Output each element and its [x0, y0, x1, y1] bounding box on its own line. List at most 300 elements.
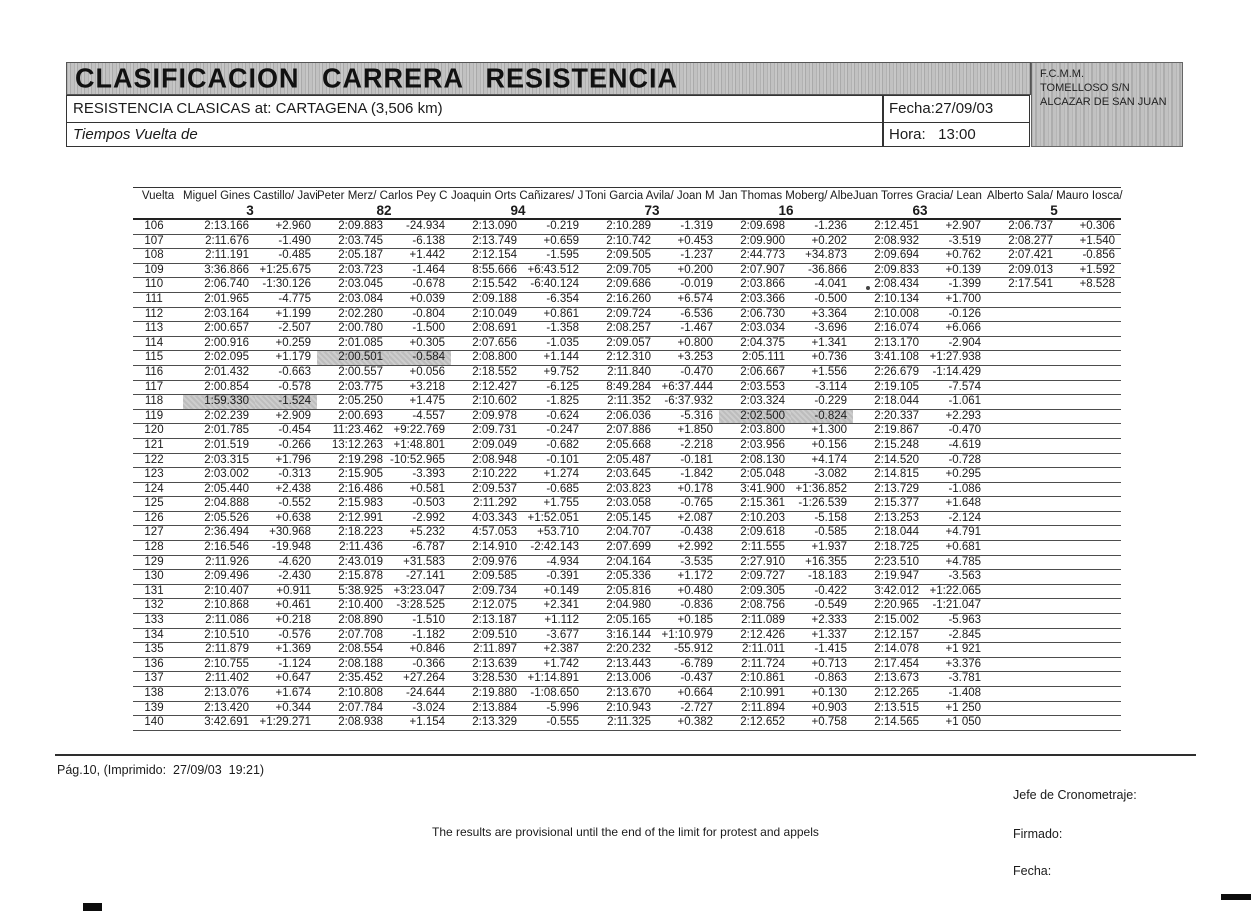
delta-cell: +0.911	[276, 584, 312, 597]
time-cell: 2:10.049	[472, 307, 518, 320]
time-cell: 2:00.657	[204, 322, 249, 335]
time-cell: 2:18.552	[472, 365, 518, 378]
time-cell: 2:15.248	[874, 438, 920, 451]
time-cell: 2:14.910	[472, 541, 518, 554]
delta-cell: -1.358	[546, 322, 580, 335]
time-cell	[987, 409, 1059, 424]
time-cell: 2:13.443	[606, 657, 652, 670]
time-cell: 2:09.976	[472, 555, 518, 568]
time-cell: 2:43.019	[338, 555, 384, 568]
time-cell	[987, 541, 1059, 556]
delta-cell: -2.992	[412, 511, 446, 524]
time-cell: 2:13.884	[472, 701, 518, 714]
delta-cell: -7.574	[948, 380, 982, 393]
time-cell: 2:03.058	[606, 497, 652, 510]
table-row	[133, 497, 1121, 512]
delta-cell: +0.903	[811, 701, 848, 714]
rider-number-6: 63	[912, 202, 928, 218]
delta-cell: +3.364	[811, 307, 848, 320]
delta-cell: -6.787	[412, 541, 446, 554]
delta-cell: +0.218	[275, 614, 312, 627]
time-cell: 2:11.840	[607, 365, 652, 378]
time-cell: 2:23.510	[874, 555, 920, 568]
scan-mark-bottom-right	[1221, 894, 1251, 900]
table-row	[133, 438, 1121, 453]
time-cell: 2:14.815	[874, 468, 920, 481]
time-cell: 2:08.257	[606, 322, 652, 335]
time-cell: 3:41.108	[874, 351, 920, 364]
time-cell: 2:11.676	[205, 234, 249, 247]
time-cell: 2:05.250	[338, 395, 384, 408]
delta-cell: -1.236	[814, 220, 848, 232]
org-line-1: F.C.M.M.	[1040, 68, 1084, 80]
rider-number-7: 5	[1050, 202, 1058, 218]
delta-cell: +0.453	[677, 234, 714, 247]
delta-cell	[1059, 643, 1121, 658]
time-cell: 2:01.085	[338, 336, 384, 349]
time-cell: 2:08.434	[874, 278, 920, 291]
firmado-label: Firmado:	[1013, 827, 1063, 841]
delta-cell: -0.624	[546, 409, 580, 422]
vuelta-cell: 128	[144, 541, 164, 554]
time-cell: 2:19.867	[874, 424, 920, 437]
time-cell: 2:05.165	[606, 614, 652, 627]
delta-cell: -0.422	[814, 584, 848, 597]
time-cell: 2:10.861	[740, 672, 786, 685]
rider-name-2: Peter Merz/ Carlos Pey C	[317, 189, 448, 202]
time-cell: 2:11.897	[473, 643, 518, 656]
time-cell: 2:11.436	[339, 541, 384, 554]
delta-cell: -2.904	[948, 336, 982, 349]
time-cell: 2:05.668	[606, 438, 652, 451]
delta-cell: -1.182	[412, 628, 446, 641]
time-cell: 2:03.084	[338, 292, 384, 305]
delta-cell: +6:43.512	[527, 263, 580, 276]
time-cell: 2:09.833	[874, 263, 920, 276]
delta-cell: -0.229	[814, 395, 848, 408]
time-cell: 2:18.044	[874, 526, 920, 539]
delta-cell: -4.557	[412, 409, 446, 422]
time-cell: 2:10.742	[606, 234, 652, 247]
vuelta-cell: 108	[144, 249, 164, 262]
delta-cell: +1.442	[409, 249, 446, 262]
table-row	[133, 628, 1121, 643]
delta-cell: +4.791	[945, 526, 982, 539]
delta-cell: +0.344	[275, 701, 312, 714]
delta-cell: +0.758	[811, 716, 848, 729]
delta-cell: +2.438	[275, 482, 312, 495]
fecha-label: Fecha:	[1013, 864, 1052, 878]
rider-number-3: 94	[510, 202, 526, 218]
delta-cell: -2.124	[948, 511, 982, 524]
delta-cell: -1.464	[412, 263, 446, 276]
table-row	[133, 570, 1121, 585]
rider-number-2: 82	[376, 202, 392, 218]
delta-cell: +53.710	[537, 526, 580, 539]
delta-cell: +9:22.769	[393, 424, 446, 437]
delta-cell: +1.337	[811, 628, 848, 641]
delta-cell: -0.470	[948, 424, 982, 437]
delta-cell: -1.490	[278, 234, 312, 247]
time-cell	[987, 701, 1059, 716]
delta-cell: +1:29.271	[259, 716, 312, 729]
time-cell	[987, 438, 1059, 453]
delta-cell	[1059, 438, 1121, 453]
delta-cell: +0.659	[543, 234, 580, 247]
time-cell: 4:03.343	[472, 511, 518, 524]
vuelta-cell: 122	[144, 453, 164, 466]
time-cell: 2:11.089	[741, 614, 786, 627]
delta-cell: -55.912	[674, 643, 714, 656]
time-cell: 2:19.105	[874, 380, 920, 393]
delta-cell: +3.253	[677, 351, 714, 364]
time-cell: 2:10.134	[874, 292, 920, 305]
vuelta-cell: 132	[144, 599, 164, 612]
vuelta-cell: 110	[144, 278, 164, 291]
table-row	[133, 219, 1121, 234]
delta-cell: -0.454	[278, 424, 312, 437]
delta-cell: +34.873	[805, 249, 848, 262]
time-cell: 2:07.699	[606, 541, 652, 554]
delta-cell: +2.293	[945, 409, 982, 422]
time-cell	[987, 453, 1059, 468]
time-cell: 2:19.947	[874, 570, 920, 583]
delta-cell: -0.555	[546, 716, 580, 729]
delta-cell	[1059, 628, 1121, 643]
time-cell	[987, 511, 1059, 526]
time-cell: 2:11.191	[205, 249, 249, 262]
delta-cell: +0.306	[1079, 220, 1116, 232]
time-cell: 2:03.034	[740, 322, 786, 335]
time-cell: 2:17.541	[1008, 278, 1054, 291]
delta-cell	[1059, 657, 1121, 672]
time-cell: 2:10.400	[338, 599, 384, 612]
delta-cell: -19.948	[272, 541, 312, 554]
delta-cell: +0.638	[275, 511, 312, 524]
time-cell: 2:08.938	[338, 716, 384, 729]
delta-cell: -0.836	[680, 599, 714, 612]
delta-cell: +0.861	[543, 307, 580, 320]
hora-line: Hora: 13:00	[889, 126, 976, 143]
time-cell: 2:04.888	[204, 497, 249, 510]
delta-cell: -0.663	[278, 365, 312, 378]
laps-line: Tiempos Vuelta de	[73, 126, 198, 143]
time-cell: 2:03.324	[740, 395, 786, 408]
delta-cell: -0.266	[278, 438, 312, 451]
time-cell: 2:07.784	[338, 701, 384, 714]
time-cell: 2:03.745	[338, 234, 384, 247]
time-cell: 2:03.800	[740, 424, 786, 437]
delta-cell: -1.842	[680, 468, 714, 481]
delta-cell: +0.149	[543, 584, 580, 597]
time-cell: 2:12.310	[606, 351, 652, 364]
delta-cell: -0.126	[948, 307, 982, 320]
time-cell: 2:07.421	[1008, 249, 1054, 262]
delta-cell: +1:48.801	[393, 438, 446, 451]
time-cell: 2:02.239	[204, 409, 249, 422]
fecha-line: Fecha:27/09/03	[884, 96, 1029, 123]
time-cell: 2:04.707	[606, 526, 652, 539]
time-cell: 2:09.731	[472, 424, 518, 437]
time-cell: 2:02.280	[338, 307, 384, 320]
delta-cell: -27.141	[406, 570, 446, 583]
time-cell: 2:00.916	[204, 336, 249, 349]
delta-cell: -4.775	[278, 292, 312, 305]
time-cell: 2:09.694	[874, 249, 920, 262]
time-cell: 11:23.462	[332, 424, 384, 437]
time-cell: 2:16.260	[606, 292, 652, 305]
time-cell: 13:12.263	[331, 438, 384, 451]
table-row	[133, 672, 1121, 687]
time-cell	[987, 599, 1059, 614]
delta-cell: +31.583	[403, 555, 446, 568]
vuelta-cell: 112	[144, 307, 164, 320]
table-row	[133, 599, 1121, 614]
time-cell: 2:20.965	[874, 599, 920, 612]
time-cell: 2:05.145	[606, 511, 652, 524]
delta-cell: +4.174	[811, 453, 848, 466]
delta-cell: +0.039	[409, 292, 446, 305]
delta-cell: -3.519	[948, 234, 982, 247]
delta-cell	[1059, 541, 1121, 556]
time-cell: 2:20.232	[606, 643, 652, 656]
table-row	[133, 482, 1121, 497]
org-line-2: TOMELLOSO S/N	[1040, 82, 1130, 94]
delta-cell: +1.179	[275, 351, 312, 364]
table-row	[133, 292, 1121, 307]
time-cell: 2:05.440	[204, 482, 249, 495]
time-cell: 2:03.823	[606, 482, 652, 495]
time-cell: 2:09.049	[472, 438, 518, 451]
rider-name-6: Juan Torres Gracia/ Lean	[853, 189, 982, 202]
table-row	[133, 511, 1121, 526]
delta-cell: +1.755	[543, 497, 580, 510]
time-cell: 2:01.432	[204, 365, 249, 378]
time-cell: 2:03.002	[204, 468, 249, 481]
delta-cell: -2.218	[680, 438, 714, 451]
delta-cell: -1.825	[546, 395, 580, 408]
delta-cell	[1059, 453, 1121, 468]
rider-number-1: 3	[246, 202, 254, 218]
delta-cell: -2.845	[948, 628, 982, 641]
time-cell: 2:04.164	[606, 555, 652, 568]
delta-cell	[1059, 526, 1121, 541]
time-cell: 2:13.170	[874, 336, 920, 349]
delta-cell: -1.510	[412, 614, 446, 627]
time-cell: 2:11.926	[205, 555, 249, 568]
time-cell: 2:10.602	[472, 395, 518, 408]
delta-cell: +1.937	[811, 541, 848, 554]
vuelta-cell: 117	[144, 380, 164, 393]
vuelta-cell: 136	[144, 657, 164, 670]
vuelta-cell: 113	[144, 322, 164, 335]
jefe-label: Jefe de Cronometraje:	[1013, 788, 1137, 802]
delta-cell: -0.824	[791, 409, 853, 424]
time-cell: 2:05.187	[338, 249, 384, 262]
delta-cell: -2:42.143	[530, 541, 580, 554]
time-cell: 2:00.557	[338, 365, 384, 378]
time-cell: 2:03.866	[740, 278, 786, 291]
time-cell: 2:13.515	[874, 701, 920, 714]
delta-cell: +0.647	[275, 672, 312, 685]
time-cell: 2:12.991	[338, 511, 384, 524]
vuelta-cell: 114	[144, 336, 164, 349]
time-cell: 3:41.900	[740, 482, 786, 495]
delta-cell: -1.035	[546, 336, 580, 349]
time-cell: 2:15.542	[472, 278, 518, 291]
time-cell: 2:08.554	[338, 643, 384, 656]
vuelta-cell: 124	[144, 482, 164, 495]
vuelta-cell: 121	[144, 438, 164, 451]
delta-cell: -1:30.126	[262, 278, 312, 291]
org-line-3: ALCAZAR DE SAN JUAN	[1040, 96, 1167, 108]
time-cell: 2:27.910	[740, 555, 786, 568]
vuelta-cell: 109	[144, 263, 164, 276]
delta-cell: +16.355	[805, 555, 848, 568]
time-cell: 2:10.991	[740, 687, 786, 699]
time-cell: 2:19.880	[472, 687, 518, 699]
time-cell: 2:08.691	[472, 322, 518, 335]
time-cell: 2:35.452	[338, 672, 384, 685]
time-cell: 2:08.130	[740, 453, 786, 466]
time-cell: 2:03.956	[740, 438, 786, 451]
time-cell: 5:38.925	[338, 584, 384, 597]
time-cell: 2:10.203	[740, 511, 786, 524]
delta-cell: +1.369	[275, 643, 312, 656]
time-cell: 2:12.157	[874, 628, 920, 641]
vuelta-cell: 107	[144, 234, 164, 247]
vuelta-cell: 123	[144, 468, 164, 481]
delta-cell	[1059, 409, 1121, 424]
time-cell: 2:13.673	[874, 672, 920, 685]
delta-cell	[1059, 570, 1121, 585]
delta-cell: +0.664	[677, 687, 714, 699]
delta-cell: +1.592	[1079, 263, 1116, 276]
table-row	[133, 555, 1121, 570]
delta-cell: +0.200	[677, 263, 714, 276]
delta-cell: +0.295	[945, 468, 982, 481]
delta-cell: +1:27.938	[929, 351, 982, 364]
time-cell: 2:07.656	[472, 336, 518, 349]
delta-cell: +2.907	[945, 220, 982, 232]
time-cell: 2:08.890	[338, 614, 384, 627]
delta-cell: +5.232	[409, 526, 446, 539]
delta-cell: -3.114	[815, 380, 848, 393]
time-cell: 2:09.734	[472, 584, 518, 597]
time-cell: 2:03.645	[606, 468, 652, 481]
time-cell: 2:05.816	[606, 584, 652, 597]
table-row	[133, 365, 1121, 380]
vuelta-cell: 133	[144, 614, 164, 627]
time-cell: 2:04.375	[740, 336, 786, 349]
time-cell: 2:01.965	[204, 292, 249, 305]
vuelta-cell: 120	[144, 424, 164, 437]
table-row	[133, 687, 1121, 702]
time-cell	[987, 307, 1059, 322]
delta-cell: +0.259	[275, 336, 312, 349]
delta-cell: +1.540	[1079, 234, 1116, 247]
delta-cell: +6.574	[677, 292, 714, 305]
table-row	[133, 643, 1121, 658]
table-row	[133, 614, 1121, 629]
table-row	[133, 468, 1121, 483]
delta-cell: +1.112	[544, 614, 580, 627]
time-cell: 2:13.329	[472, 716, 518, 729]
delta-cell	[1059, 468, 1121, 483]
rider-name-5: Jan Thomas Moberg/ Albe	[719, 189, 854, 202]
time-cell: 2:07.886	[606, 424, 652, 437]
table-row	[133, 322, 1121, 337]
scan-speck	[866, 286, 870, 290]
delta-cell: +0.305	[409, 336, 446, 349]
time-cell: 3:28.530	[472, 672, 518, 685]
delta-cell: -18.183	[808, 570, 848, 583]
delta-cell: -0.678	[412, 278, 446, 291]
time-cell: 2:11.292	[473, 497, 518, 510]
time-cell: 2:13.253	[874, 511, 920, 524]
delta-cell: -4.934	[546, 555, 580, 568]
delta-cell: +1:10.979	[661, 628, 714, 641]
time-cell: 2:09.305	[740, 584, 786, 597]
delta-cell: -1.595	[546, 249, 580, 262]
time-cell: 2:11.011	[741, 643, 786, 656]
time-cell	[987, 497, 1059, 512]
page-title: CLASIFICACION CARRERA RESISTENCIA	[75, 62, 679, 94]
delta-cell: +0.382	[677, 716, 714, 729]
delta-cell: +2.960	[275, 220, 312, 232]
delta-cell: -0.682	[546, 438, 580, 451]
time-cell: 2:09.724	[606, 307, 652, 320]
delta-cell: +1:14.891	[527, 672, 580, 685]
delta-cell: +1 250	[945, 701, 982, 714]
time-cell	[987, 628, 1059, 643]
vuelta-cell: 135	[144, 643, 164, 656]
delta-cell: -0.313	[278, 468, 312, 481]
delta-cell: -6.138	[412, 234, 446, 247]
time-cell: 2:03.045	[338, 278, 384, 291]
time-cell: 2:09.705	[606, 263, 652, 276]
delta-cell: +1 050	[945, 716, 982, 729]
delta-cell	[1059, 307, 1121, 322]
delta-cell: -36.866	[808, 263, 848, 276]
vuelta-cell: 119	[144, 409, 164, 422]
time-cell: 2:09.013	[1008, 263, 1054, 276]
delta-cell: -1.408	[948, 687, 982, 699]
delta-cell: +6.066	[945, 322, 982, 335]
delta-cell: -0.804	[412, 307, 446, 320]
delta-cell: -0.247	[546, 424, 580, 437]
delta-cell: -3.082	[814, 468, 848, 481]
rider-number-4: 73	[644, 202, 660, 218]
time-cell: 2:20.337	[874, 409, 920, 422]
time-cell: 2:00.780	[338, 322, 384, 335]
provisional-note: The results are provisional until the end of the limit for protest and appels	[432, 825, 819, 839]
delta-cell: +2.387	[543, 643, 580, 656]
delta-cell	[1059, 599, 1121, 614]
delta-cell: +0.762	[945, 249, 982, 262]
delta-cell	[1059, 672, 1121, 687]
table-row	[133, 424, 1121, 439]
time-cell: 2:10.222	[472, 468, 518, 481]
delta-cell: +1.154	[409, 716, 446, 729]
delta-cell: +1.144	[543, 351, 580, 364]
delta-cell: +2.333	[811, 614, 848, 627]
delta-cell: +1.796	[275, 453, 312, 466]
time-cell: 2:14.565	[874, 716, 920, 729]
delta-cell: -0.552	[278, 497, 312, 510]
time-cell: 2:08.756	[740, 599, 786, 612]
delta-cell: +1.648	[945, 497, 982, 510]
